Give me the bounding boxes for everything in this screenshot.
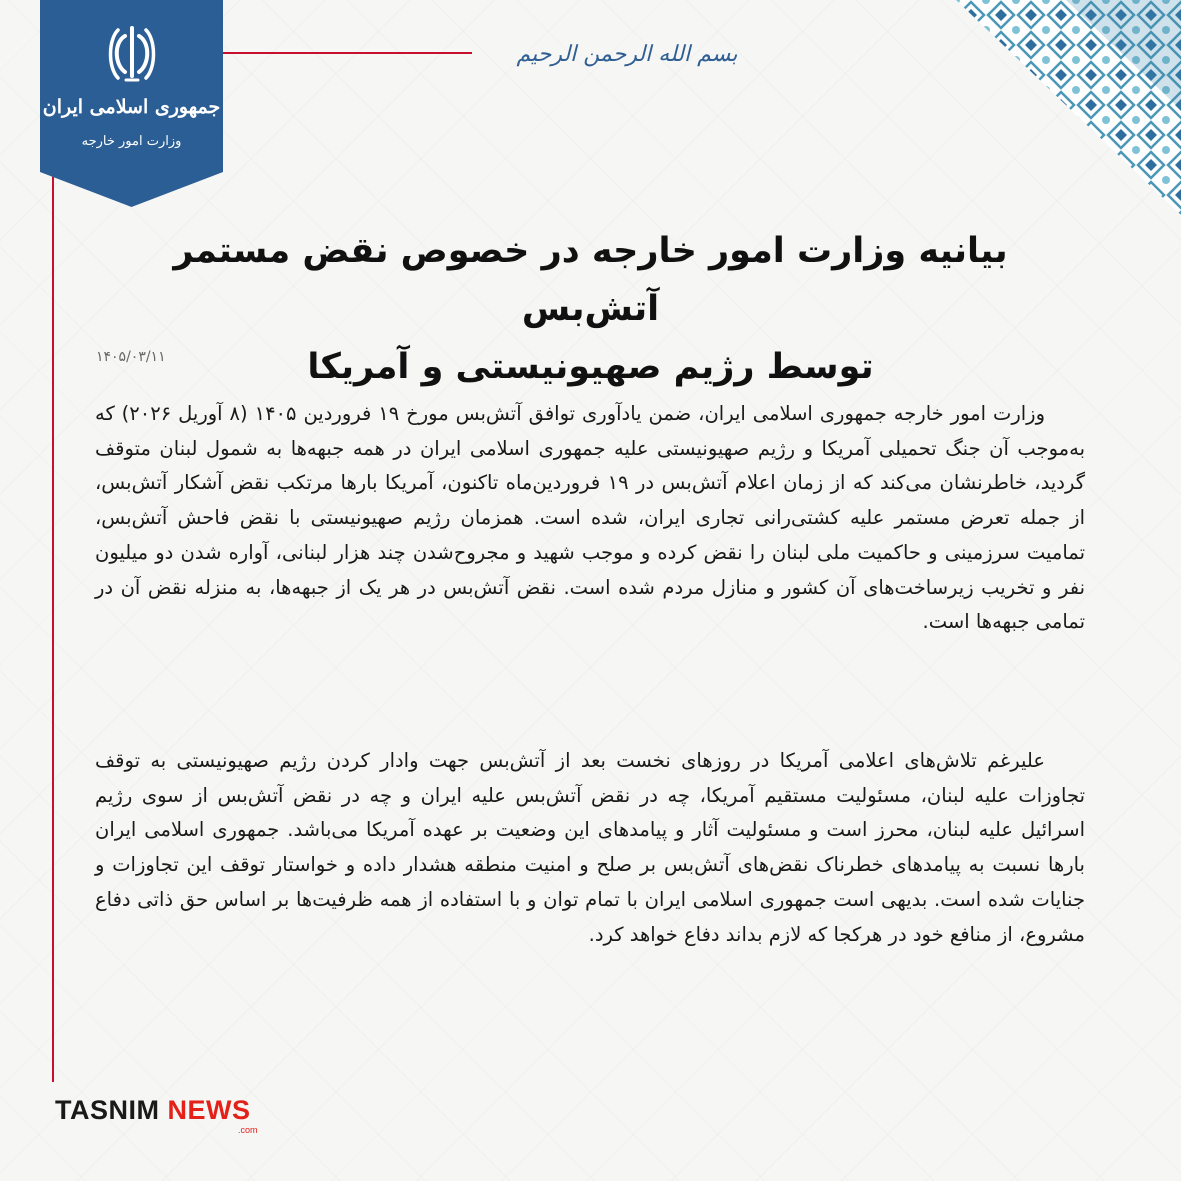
paragraph-2: علیرغم تلاش‌های اعلامی آمریکا در روزهای نخست بعد از آتش‌بس جهت وادار کردن رژیم صهیونیستی به توقف تجاوزات علیه لبنان، مسئولیت مستقیم آمریکا، چه در نقض آتش‌بس علیه ایران و چه در نقض آتش‌بس از سوی رژیم اسرائیل علیه لبنان، محرز است و مسئولیت آثار و پیامدهای این وضعیت بر عهده آمریکا می‌باشد. جمهوری اسلامی ایران بارها نسبت به پیامدهای خطرناک نقض‌های آتش‌بس بر صلح و امنیت منطقه هشدار داده و خواستار توقف این تجاوزات و جنایات شده است. بدیهی است جمهوری اسلامی ایران با تمام توان و با استفاده از همه ظرفیت‌ها بر اساس حق ذاتی دفاع مشروع، از منافع خود در هرکجا که لازم بداند دفاع خواهد کرد. [95, 749, 1085, 946]
statement-title [110, 222, 1071, 396]
logo-news-text: NEWS [167, 1095, 251, 1125]
tasnim-news-logo [55, 1095, 251, 1126]
title-line-2: توسط رژیم صهیونیستی و آمریکا [307, 347, 874, 387]
statement-date: ۱۴۰۵/۰۳/۱۱ [96, 349, 166, 365]
basmala-calligraphy: بسم الله الرحمن الرحیم [516, 42, 738, 67]
paragraph-1: وزارت امور خارجه جمهوری اسلامی ایران، ضمن یادآوری توافق آتش‌بس مورخ ۱۹ فروردین ۱۴۰۵ (۸ آوریل ۲۰۲۶) که به‌موجب آن جنگ تحمیلی آمریکا و رژیم صهیونیستی علیه جمهوری اسلامی ایران در همه جبهه‌ها به شمول لبنان متوقف گردید، خاطرنشان می‌کند که از زمان اعلام آتش‌بس در ۱۹ فروردین‌ماه تاکنون، آمریکا بارها مرتکب نقض آشکار آتش‌بس، از جمله تعرض مستمر علیه کشتی‌رانی تجاری ایران، شده است. همزمان رژیم صهیونیستی با نقض فاحش آتش‌بس، تمامیت سرزمینی و حاکمیت ملی لبنان را نقض کرده و موجب شهید و مجروح‌شدن چند هزار لبنانی، آواره شدن دو میلیون نفر و تخریب زیرساخت‌های آن کشور و منازل مردم شده است. نقض آتش‌بس در هر یک از جبهه‌ها، به منزله نقض آن در تمامی جبهه‌ها است. [95, 402, 1085, 634]
ministry-name: وزارت امور خارجه [81, 134, 182, 149]
iran-coat-of-arms-icon [108, 26, 156, 82]
decorative-tile-ornament [956, 0, 1181, 215]
ministry-emblem-banner [40, 0, 223, 207]
logo-brand-text: TASNIM [55, 1095, 160, 1125]
country-name: جمهوری اسلامی ایران [42, 96, 221, 118]
title-line-1: بیانیه وزارت امور خارجه در خصوص نقض مستمر آتش‌بس [173, 231, 1008, 329]
logo-domain-text: .com [238, 1125, 258, 1135]
